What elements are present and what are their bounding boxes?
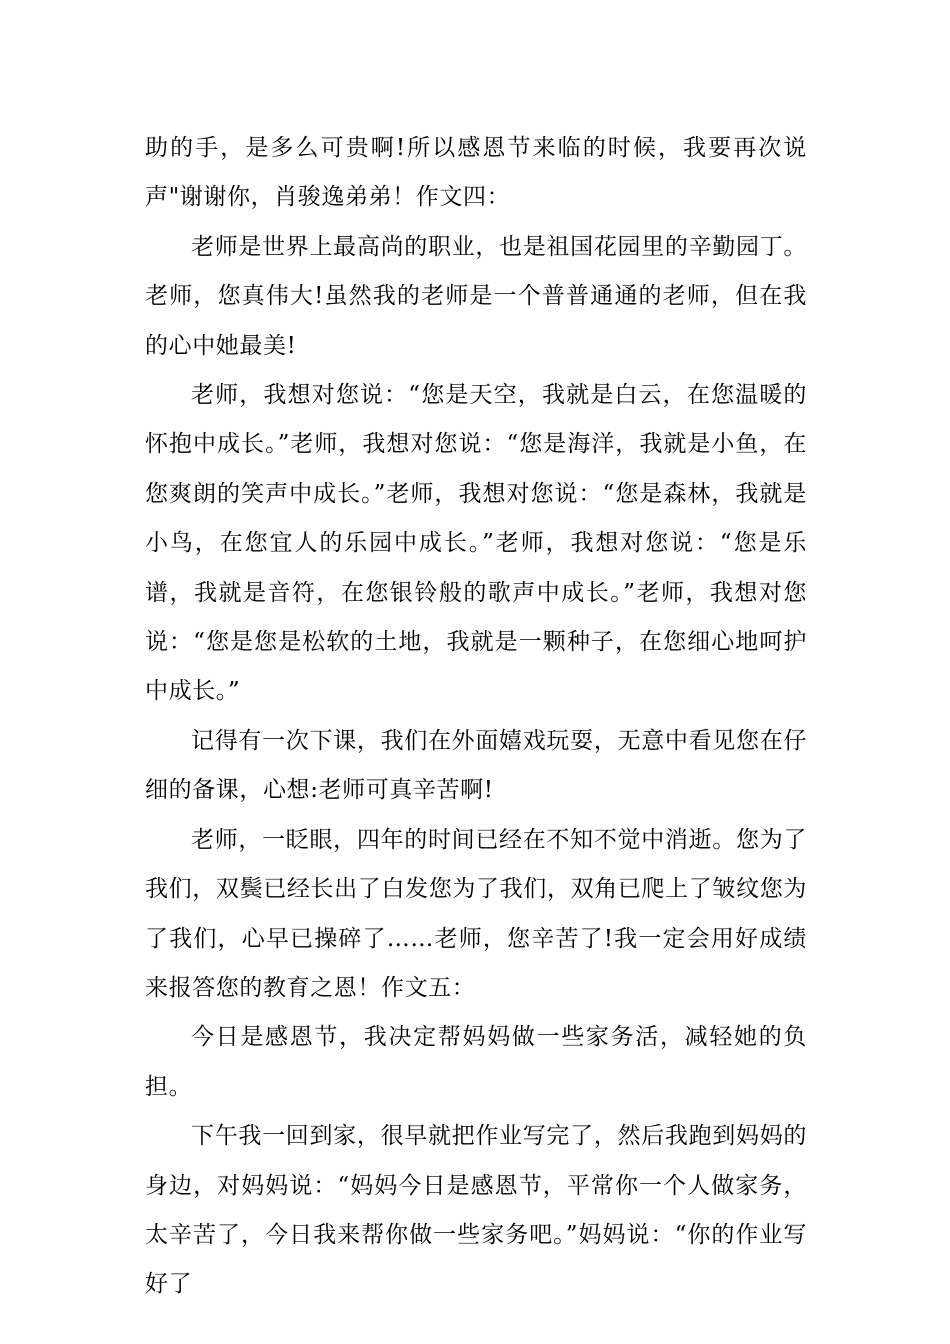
paragraph-6: 今日是感恩节，我决定帮妈妈做一些家务活，减轻她的负担。: [145, 1024, 807, 1100]
paragraph-3: 老师，我想对您说：“您是天空，我就是白云，在您温暖的怀抱中成长。”老师，我想对您说：“您是海洋，我就是小鱼，在您爽朗的笑声中成长。”老师，我想对您说：“您是森林，我就是小鸟，在您宜人的乐园中成长。”老师，我想对您说：“您是乐谱，我就是音符，在您银铃般的歌声中成长。”老师，我想对您说：“您是您是松软的土地，我就是一颗种子，在您细心地呵护中成长。”: [145, 382, 807, 705]
paragraph-7: 下午我一回到家，很早就把作业写完了，然后我跑到妈妈的身边，对妈妈说：“妈妈今日是感恩节，平常你一个人做家务，太辛苦了，今日我来帮你做一些家务吧。”妈妈说：“你的作业写好了: [145, 1123, 807, 1298]
paragraph-1: 助的手，是多么可贵啊!所以感恩节来临的时候，我要再次说声"谢谢你，肖骏逸弟弟！作文四：: [145, 135, 807, 211]
paragraph-4: 记得有一次下课，我们在外面嬉戏玩耍，无意中看见您在仔细的备课，心想:老师可真辛苦啊!: [145, 727, 807, 804]
document-body: [145, 124, 807, 1310]
paragraph-2: 老师是世界上最高尚的职业，也是祖国花园里的辛勤园丁。老师，您真伟大!虽然我的老师是一个普普通通的老师，但在我的心中她最美!: [145, 233, 807, 359]
paragraph-5: 老师，一眨眼，四年的时间已经在不知不觉中消逝。您为了我们，双鬓已经长出了白发您为了我们，双角已爬上了皱纹您为了我们，心早已操碎了……老师，您辛苦了!我一定会用好成绩来报答您的教育之恩！作文五：: [145, 826, 807, 1001]
